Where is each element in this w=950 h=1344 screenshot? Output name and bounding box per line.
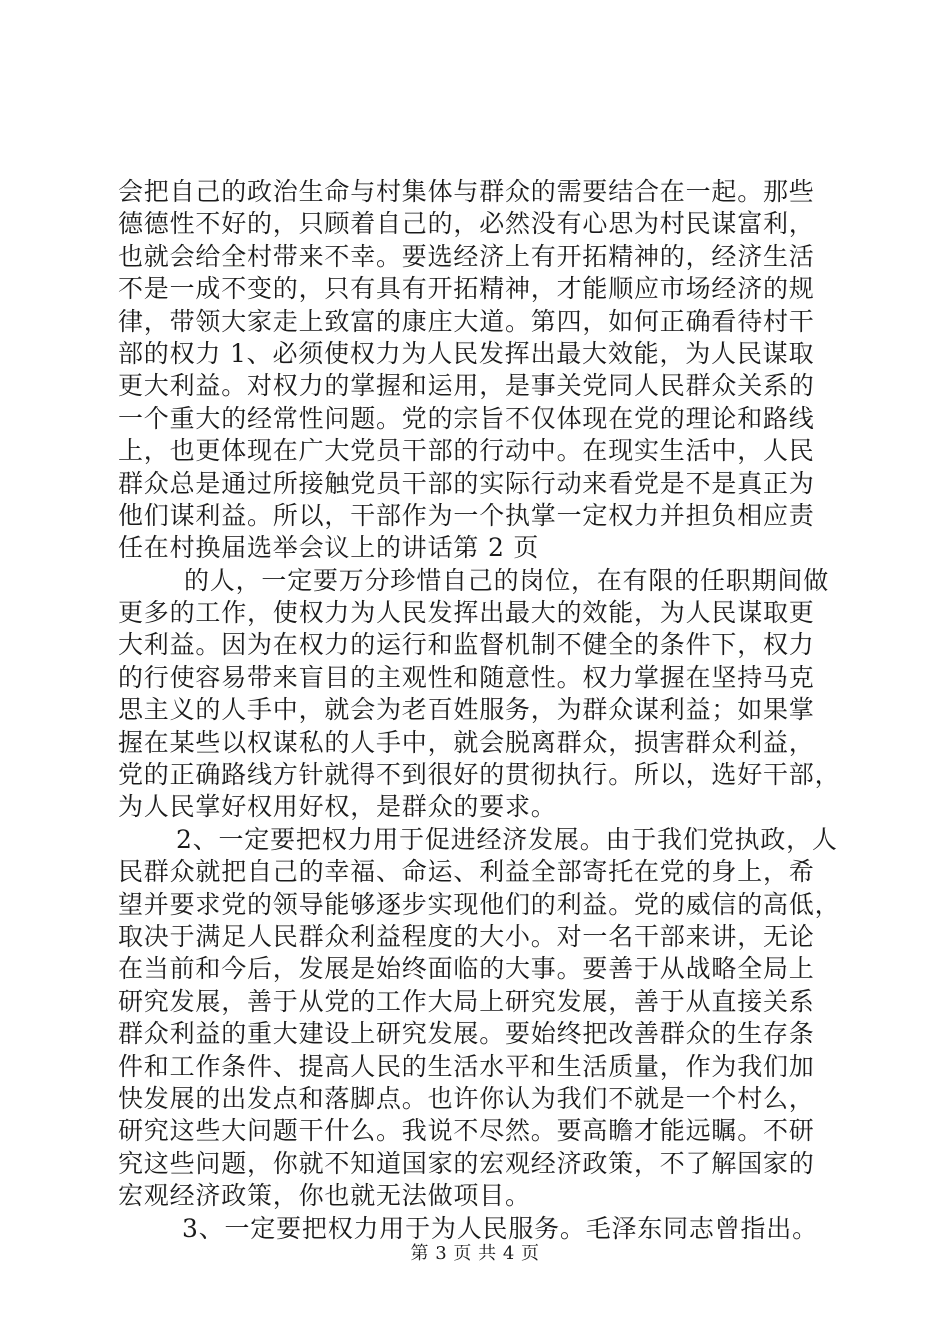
page-footer: 第 3 页 共 4 页 [410,1243,540,1264]
text-line: 党的正确路线方针就得不到很好的贯彻执行。所以，选好干部， [118,760,841,790]
text-line: 他们谋利益。所以，干部作为一个执掌一定权力并担负相应责 [118,500,815,530]
text-line: 一个重大的经常性问题。党的宗旨不仅体现在党的理论和路线 [118,403,815,433]
text-line: 更大利益。对权力的掌握和运用，是事关党同人民群众关系的 [118,371,815,401]
text-line: 任在村换届选举会议上的讲话第 2 页 [118,533,540,563]
text-line: 研究这些大问题干什么。我说不尽然。要高瞻才能远瞩。不研 [118,1116,815,1146]
text-line: 群众总是通过所接触党员干部的实际行动来看党是不是真正为 [118,468,815,498]
body-text [118,176,841,1245]
text-line: 也就会给全村带来不幸。要选经济上有开拓精神的，经济生活 [118,241,815,271]
text-line: 德德性不好的，只顾着自己的，必然没有心思为村民谋富利， [118,209,815,239]
text-line: 的行使容易带来盲目的主观性和随意性。权力掌握在坚持马克 [118,662,815,692]
text-line: 不是一成不变的，只有具有开拓精神，才能顺应市场经济的规 [118,274,815,304]
text-line: 大利益。因为在权力的运行和监督机制不健全的条件下，权力 [118,630,815,660]
text-line: 思主义的人手中，就会为老百姓服务，为群众谋利益；如果掌 [118,695,815,725]
text-line: 宏观经济政策，你也就无法做项目。 [118,1181,531,1211]
text-line: 握在某些以权谋私的人手中，就会脱离群众，损害群众利益， [118,727,815,757]
text-line: 取决于满足人民群众利益程度的大小。对一名干部来讲，无论 [118,921,815,951]
text-line: 上，也更体现在广大党员干部的行动中。在现实生活中，人民 [118,436,815,466]
text-line: 民群众就把自己的幸福、命运、利益全部寄托在党的身上，希 [118,857,815,887]
text-line: 在当前和今后，发展是始终面临的大事。要善于从战略全局上 [118,954,815,984]
text-line: 律，带领大家走上致富的康庄大道。第四，如何正确看待村干 [118,306,815,336]
text-line: 为人民掌好权用好权，是群众的要求。 [118,792,557,822]
text-line: 望并要求党的领导能够逐步实现他们的利益。党的威信的高低， [118,889,841,919]
text-line: 会把自己的政治生命与村集体与群众的需要结合在一起。那些 [118,177,815,206]
text-line: 快发展的出发点和落脚点。也许你认为我们不就是一个村么， [118,1083,815,1113]
text-line: 更多的工作，使权力为人民发挥出最大的效能，为人民谋取更 [118,598,815,628]
text-line: 研究发展，善于从党的工作大局上研究发展，善于从直接关系 [118,986,815,1016]
text-line: 究这些问题，你就不知道国家的宏观经济政策，不了解国家的 [118,1148,815,1178]
text-line: 部的权力 1、必须使权力为人民发挥出最大效能，为人民谋取 [118,338,815,368]
paragraph-start-line: 2、一定要把权力用于促进经济发展。由于我们党执政，人 [176,824,838,854]
paragraph-start-line: 3、一定要把权力用于为人民服务。毛泽东同志曾指出。 [182,1213,818,1243]
paragraph-start-line: 的人，一定要万分珍惜自己的岗位，在有限的任职期间做 [184,565,830,595]
text-line: 件和工作条件、提高人民的生活水平和生活质量，作为我们加 [118,1051,815,1081]
text-line: 群众利益的重大建设上研究发展。要始终把改善群众的生存条 [118,1019,815,1049]
